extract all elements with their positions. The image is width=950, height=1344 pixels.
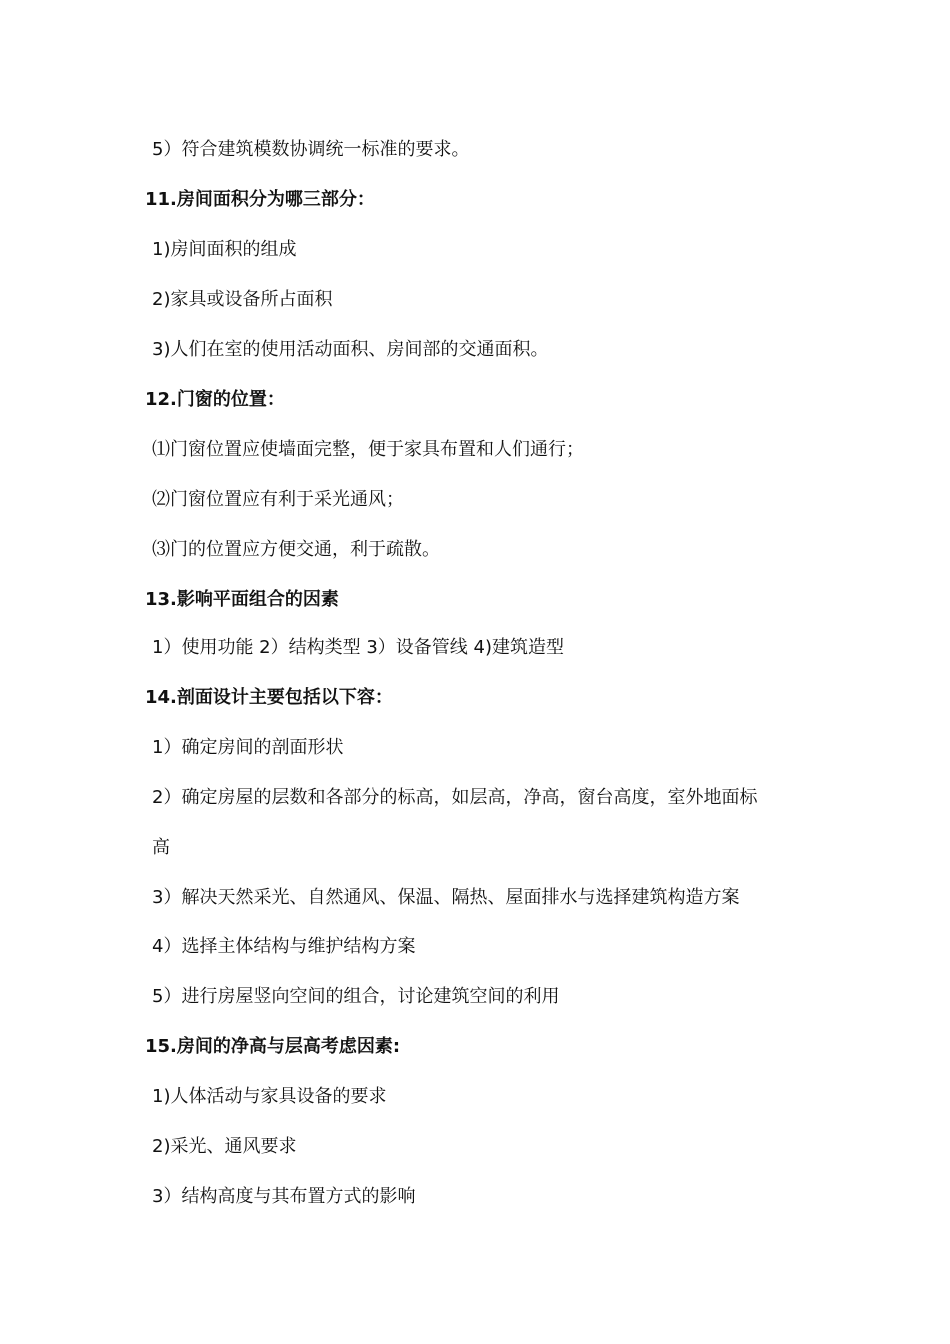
list-item: 4）选择主体结构与维护结构方案	[152, 936, 416, 957]
list-item: ⑴门窗位置应使墙面完整，便于家具布置和人们通行；	[152, 439, 584, 460]
list-item: 1)房间面积的组成	[152, 239, 297, 260]
list-item: 1）确定房间的剖面形状	[152, 737, 344, 758]
list-item: 1）使用功能 2）结构类型 3）设备管线 4)建筑造型	[152, 637, 564, 658]
list-item: 3)人们在室的使用活动面积、房间部的交通面积。	[152, 339, 549, 360]
section-heading: 15.房间的净高与层高考虑因素:	[145, 1036, 401, 1057]
list-item: 1)人体活动与家具设备的要求	[152, 1086, 387, 1107]
list-item: ⑵门窗位置应有利于采光通风；	[152, 489, 404, 510]
section-heading: 11.房间面积分为哪三部分：	[145, 189, 375, 210]
list-item: 5）进行房屋竖向空间的组合，讨论建筑空间的利用	[152, 986, 560, 1007]
section-heading: 12.门窗的位置：	[145, 389, 285, 410]
list-item: 5）符合建筑模数协调统一标准的要求。	[152, 139, 470, 160]
list-item: 3）结构高度与其布置方式的影响	[152, 1186, 416, 1207]
list-item-continuation: 高	[152, 837, 170, 858]
list-item: ⑶门的位置应方便交通，利于疏散。	[152, 539, 440, 560]
section-heading: 13.影响平面组合的因素	[145, 589, 339, 610]
section-heading: 14.剖面设计主要包括以下容：	[145, 687, 393, 708]
list-item: 3）解决天然采光、自然通风、保温、隔热、屋面排水与选择建筑构造方案	[152, 887, 740, 908]
list-item: 2)家具或设备所占面积	[152, 289, 333, 310]
list-item: 2)采光、通风要求	[152, 1136, 297, 1157]
list-item: 2）确定房屋的层数和各部分的标高，如层高，净高，窗台高度，室外地面标	[152, 787, 758, 808]
